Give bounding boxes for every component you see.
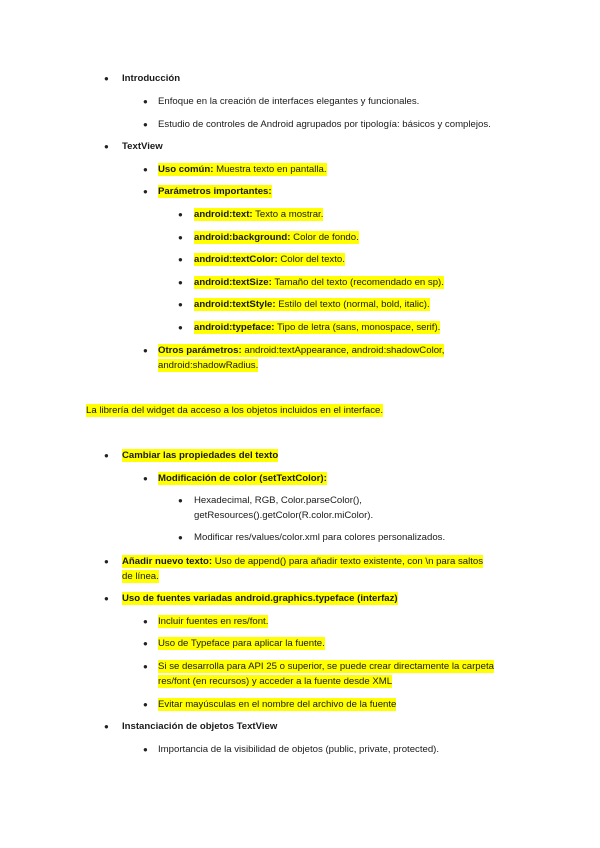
color-item-continuation: getResources().getColor(R.color.miColor). [194,510,374,521]
bullet-icon: ● [104,557,109,566]
bullet-icon: ● [104,722,109,731]
instanciacion-heading: Instanciación de objetos TextView [122,721,278,732]
bullet-icon: ● [143,639,148,648]
uso-comun-item: Uso común: Muestra texto en pantalla. [158,164,327,175]
param-item: android:textSize: Tamaño del texto (recomendado en sp). [194,277,444,288]
bullet-icon: ● [104,451,109,460]
bullet-icon: ● [143,617,148,626]
fuentes-heading: Uso de fuentes variadas android.graphics.typeface (interfaz) [122,593,398,604]
bullet-icon: ● [143,745,148,754]
anadir-continuation: de línea. [122,571,159,582]
bullet-icon: ● [178,533,183,542]
intro-item: Estudio de controles de Android agrupados por tipología: básicos y complejos. [158,119,491,130]
otros-parametros-item: Otros parámetros: android:textAppearance, android:shadowColor, [158,345,445,356]
parametros-heading: Parámetros importantes: [158,186,272,197]
param-item: android:typeface: Tipo de letra (sans, monospace, serif). [194,322,441,333]
intro-item: Enfoque en la creación de interfaces elegantes y funcionales. [158,96,420,107]
fuentes-item: Incluir fuentes en res/font. [158,616,269,627]
bullet-icon: ● [178,255,183,264]
bullet-icon: ● [143,97,148,106]
bullet-icon: ● [143,662,148,671]
bullet-icon: ● [104,594,109,603]
library-note: La librería del widget da acceso a los objetos incluidos en el interface. [86,405,384,416]
color-heading: Modificación de color (setTextColor): [158,473,327,484]
bullet-icon: ● [104,74,109,83]
color-item: Hexadecimal, RGB, Color.parseColor(), [194,495,362,506]
fuentes-item: Si se desarrolla para API 25 o superior, se puede crear directamente la carpeta [158,661,494,672]
intro-heading: Introducción [122,73,181,84]
bullet-icon: ● [143,700,148,709]
bullet-icon: ● [143,346,148,355]
bullet-icon: ● [178,210,183,219]
param-item: android:textColor: Color del texto. [194,254,345,265]
fuentes-item-continuation: res/font (en recursos) y acceder a la fuente desde XML [158,676,393,687]
color-item: Modificar res/values/color.xml para colores personalizados. [194,532,446,543]
bullet-icon: ● [178,233,183,242]
fuentes-item: Evitar mayúsculas en el nombre del archivo de la fuente [158,699,397,710]
otros-parametros-continuation: android:shadowRadius. [158,360,259,371]
anadir-item: Añadir nuevo texto: Uso de append() para añadir texto existente, con \n para saltos [122,556,484,567]
bullet-icon: ● [178,323,183,332]
bullet-icon: ● [143,187,148,196]
bullet-icon: ● [178,300,183,309]
textview-heading: TextView [122,141,163,152]
param-item: android:background: Color de fondo. [194,232,359,243]
bullet-icon: ● [143,165,148,174]
param-item: android:textStyle: Estilo del texto (normal, bold, italic). [194,299,430,310]
bullet-icon: ● [143,474,148,483]
bullet-icon: ● [143,120,148,129]
cambiar-heading: Cambiar las propiedades del texto [122,450,279,461]
bullet-icon: ● [104,142,109,151]
param-item: android:text: Texto a mostrar. [194,209,324,220]
instanciacion-item: Importancia de la visibilidad de objetos (public, private, protected). [158,744,440,755]
bullet-icon: ● [178,278,183,287]
fuentes-item: Uso de Typeface para aplicar la fuente. [158,638,325,649]
bullet-icon: ● [178,496,183,505]
